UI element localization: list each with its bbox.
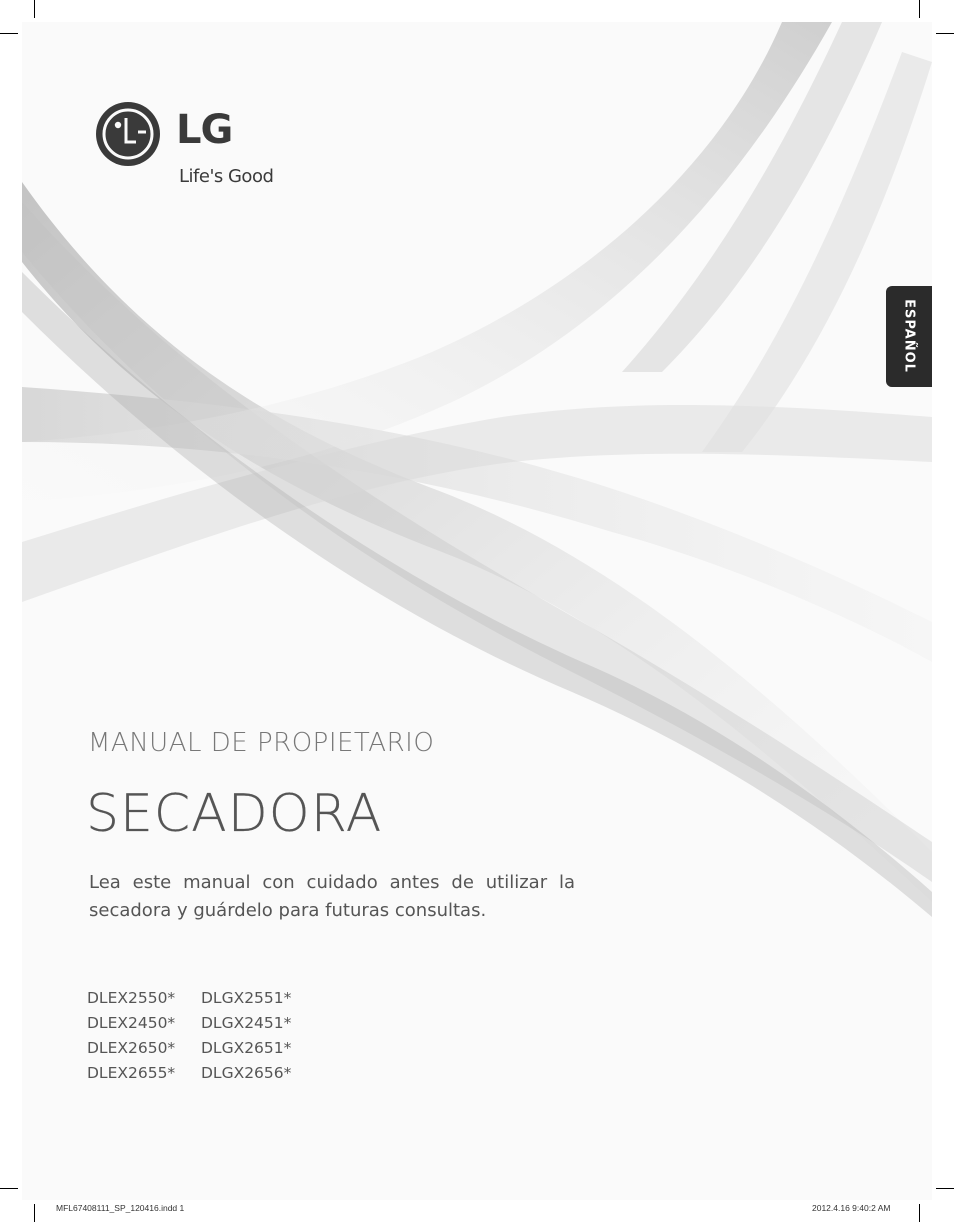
crop-mark xyxy=(919,0,920,18)
document-subtitle: MANUAL DE PROPIETARIO xyxy=(88,728,435,758)
crop-mark xyxy=(936,1188,954,1189)
manual-cover-page xyxy=(22,22,932,1200)
lg-face-icon xyxy=(96,102,160,166)
model-row xyxy=(87,986,291,1011)
model-number: DLGX2451* xyxy=(201,1014,292,1032)
footer-timestamp: 2012.4.16 9:40:2 AM xyxy=(812,1203,891,1213)
lg-logo xyxy=(96,102,296,192)
model-number: DLEX2655* xyxy=(87,1064,176,1082)
model-list xyxy=(87,986,291,1086)
description-line: secadora y guárdelo para futuras consultas. xyxy=(89,900,487,921)
brand-tagline: Life's Good xyxy=(179,166,274,187)
document-title: SECADORA xyxy=(86,784,383,844)
crop-mark xyxy=(0,33,18,34)
crop-mark xyxy=(936,33,954,34)
language-tab xyxy=(886,286,932,387)
model-row xyxy=(87,1061,291,1086)
description-line: Lea este manual con cuidado antes de utilizar la xyxy=(89,872,575,893)
model-number: DLGX2656* xyxy=(201,1064,292,1082)
document-description xyxy=(89,869,575,925)
language-label: ESPAÑOL xyxy=(901,299,917,373)
model-number: DLEX2550* xyxy=(87,989,176,1007)
crop-mark xyxy=(34,0,35,18)
crop-mark xyxy=(0,1188,18,1189)
crop-mark xyxy=(919,1204,920,1222)
model-number: DLEX2650* xyxy=(87,1039,176,1057)
crop-mark xyxy=(34,1204,35,1222)
model-number: DLGX2651* xyxy=(201,1039,292,1057)
model-row xyxy=(87,1011,291,1036)
model-number: DLEX2450* xyxy=(87,1014,176,1032)
footer-file-name: MFL67408111_SP_120416.indd 1 xyxy=(56,1203,185,1213)
model-row xyxy=(87,1036,291,1061)
model-number: DLGX2551* xyxy=(201,989,292,1007)
brand-name: LG xyxy=(176,107,233,153)
